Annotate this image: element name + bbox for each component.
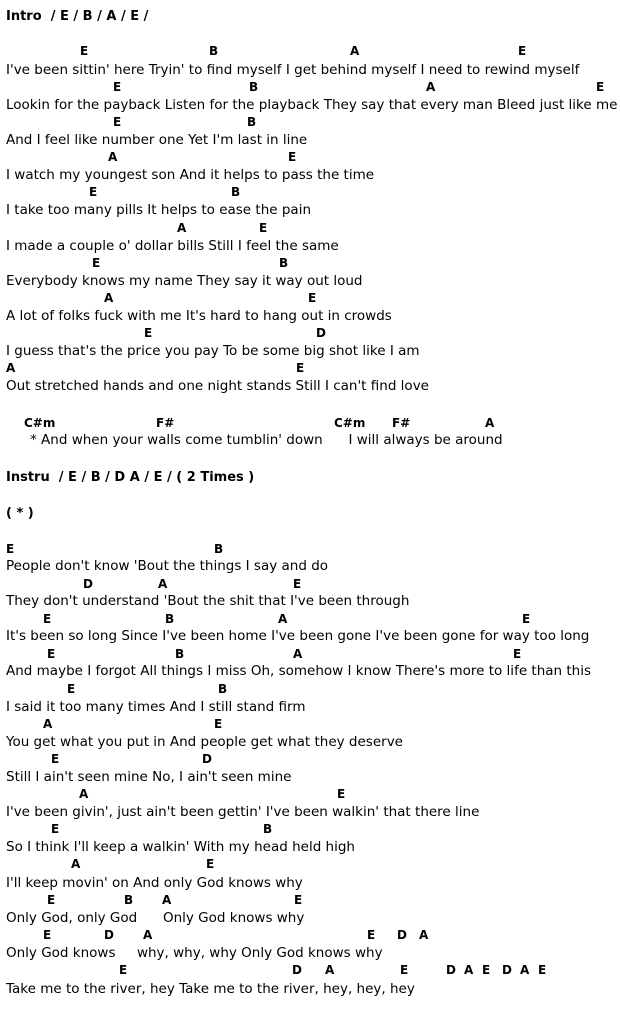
chord: E (43, 612, 52, 626)
instru-line: Instru / E / B / D A / E / ( 2 Times ) (6, 470, 255, 485)
chord: E (113, 80, 122, 94)
chord: D (446, 963, 456, 977)
chord: C#m (24, 416, 56, 430)
chord: B (249, 80, 259, 94)
chord: A (104, 291, 114, 305)
lyric: It's been so long Since I've been home I've been gone I've been gone for way too long (6, 628, 590, 644)
lyric: Everybody knows my name They say it way out loud (6, 273, 363, 289)
chord: A (108, 150, 118, 164)
chord: B (175, 647, 185, 661)
chord: E (513, 647, 522, 661)
lyric: So I think I'll keep a walkin' With my head held high (6, 839, 355, 855)
chord: B (279, 256, 289, 270)
chord: E (522, 612, 531, 626)
chorus-lyric: * And when your walls come tumblin' down I will always be around (30, 432, 503, 448)
chord: E (308, 291, 317, 305)
chord: A (419, 928, 429, 942)
chord: E (206, 857, 215, 871)
chord: E (294, 893, 303, 907)
chord: E (288, 150, 297, 164)
chord: F# (156, 416, 175, 430)
lyric: You get what you put in And people get what they deserve (6, 734, 403, 750)
lyric: I guess that's the price you pay To be some big shot like I am (6, 343, 420, 359)
chord: A (177, 221, 187, 235)
chord: E (337, 787, 346, 801)
lyric: They don't understand 'Bout the shit that I've been through (6, 593, 410, 609)
chord: A (520, 963, 530, 977)
chord: E (51, 752, 60, 766)
chord: E (6, 542, 15, 556)
chord: E (80, 44, 89, 58)
chord: A (143, 928, 153, 942)
chord: D (202, 752, 212, 766)
chord: A (464, 963, 474, 977)
chord: D (316, 326, 326, 340)
chord: E (538, 963, 547, 977)
lyric: People don't know 'Bout the things I say and do (6, 558, 329, 574)
chord: E (259, 221, 268, 235)
lyric: Still I ain't seen mine No, I ain't seen mine (6, 769, 292, 785)
chord: B (218, 682, 228, 696)
chord: A (158, 577, 168, 591)
chord: E (43, 928, 52, 942)
chorus-reference: ( * ) (6, 506, 34, 521)
chord: E (89, 185, 98, 199)
chord: B (214, 542, 224, 556)
chord: B (263, 822, 273, 836)
lyric: I made a couple o' dollar bills Still I feel the same (6, 238, 339, 254)
chord: A (485, 416, 495, 430)
chord: F# (392, 416, 411, 430)
chord: D (104, 928, 114, 942)
chord: B (231, 185, 241, 199)
chord: E (293, 577, 302, 591)
chord: E (214, 717, 223, 731)
chord: E (47, 647, 56, 661)
lyric: A lot of folks fuck with me It's hard to hang out in crowds (6, 308, 392, 324)
chord: D (502, 963, 512, 977)
lyric: And maybe I forgot All things I miss Oh, somehow I know There's more to life than this (6, 663, 592, 679)
lyric: Out stretched hands and one night stands Still I can't find love (6, 378, 429, 394)
lyric: I'll keep movin' on And only God knows why (6, 875, 303, 891)
chord: E (144, 326, 153, 340)
chord: E (596, 80, 605, 94)
chord: E (51, 822, 60, 836)
chord: B (165, 612, 175, 626)
lyric: I watch my youngest son And it helps to pass the time (6, 167, 375, 183)
lyric: I said it too many times And I still stand firm (6, 699, 306, 715)
chord: A (426, 80, 436, 94)
lyric: I take too many pills It helps to ease the pain (6, 202, 312, 218)
chord: E (482, 963, 491, 977)
chord: B (209, 44, 219, 58)
lyric: Lookin for the payback Listen for the playback They say that every man Bleed just like me (6, 97, 618, 113)
chord: A (79, 787, 89, 801)
chord: D (397, 928, 407, 942)
chord: E (67, 682, 76, 696)
chord: A (325, 963, 335, 977)
chord: A (6, 361, 16, 375)
chord: A (278, 612, 288, 626)
chord: A (350, 44, 360, 58)
chord: D (83, 577, 93, 591)
chord: E (518, 44, 527, 58)
chord: E (400, 963, 409, 977)
chord: A (71, 857, 81, 871)
chord: B (247, 115, 257, 129)
lyric: Take me to the river, hey Take me to the river, hey, hey, hey (6, 981, 415, 997)
chord: E (119, 963, 128, 977)
chord: E (92, 256, 101, 270)
chord: A (293, 647, 303, 661)
intro-line: Intro / E / B / A / E / (6, 9, 149, 24)
chord: C#m (334, 416, 366, 430)
chord: E (367, 928, 376, 942)
chord: E (296, 361, 305, 375)
chord: E (47, 893, 56, 907)
lyric: Only God, only God Only God knows why (6, 910, 305, 926)
chord: A (162, 893, 172, 907)
lyric: Only God knows why, why, why Only God knows why (6, 945, 383, 961)
lyric: I've been givin', just ain't been gettin' I've been walkin' that there line (6, 804, 480, 820)
chord: A (43, 717, 53, 731)
lyric: I've been sittin' here Tryin' to find myself I get behind myself I need to rewind myself (6, 62, 580, 78)
lyric: And I feel like number one Yet I'm last in line (6, 132, 308, 148)
chord: E (113, 115, 122, 129)
chord: D (292, 963, 302, 977)
chord: B (124, 893, 134, 907)
